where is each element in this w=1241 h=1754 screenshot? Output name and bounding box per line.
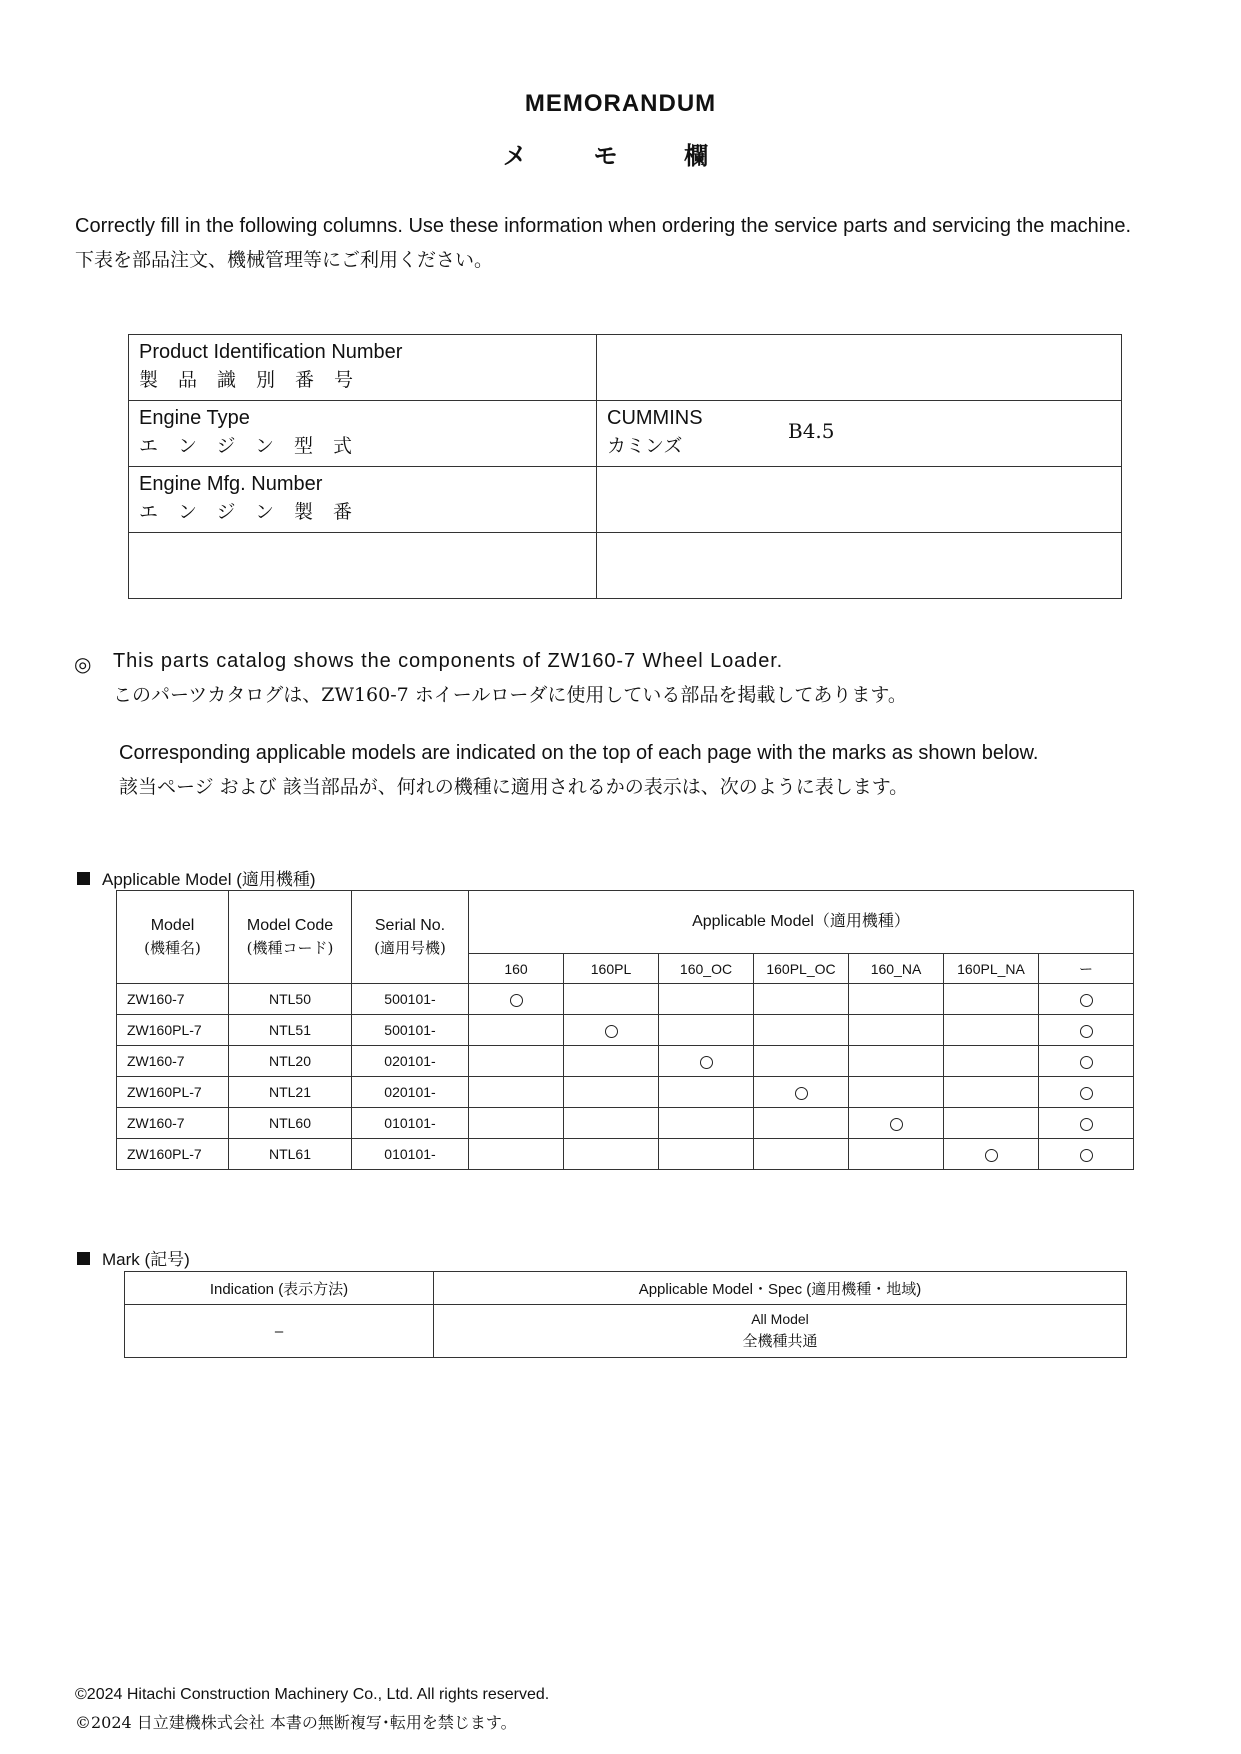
column-header: 160 [469,954,564,984]
applicable-circle-icon [985,1149,998,1162]
footer-copyright-jp: ©2024 日立建機株式会社 本書の無断複写･転用を禁じます。 [75,1713,517,1732]
serial-cell: 020101- [352,1077,469,1108]
memo-row [129,467,1122,533]
memo-label-cell [129,467,597,533]
mark-cell [659,1046,754,1077]
memo-row [129,401,1122,467]
model-code-cell: NTL60 [229,1108,352,1139]
memo-row [129,533,1122,599]
table-row [117,1015,1134,1046]
table-row [117,984,1134,1015]
footer-copyright-en: ©2024 Hitachi Construction Machinery Co., Ltd. All rights reserved. [75,1686,550,1703]
applicable-model-heading-text: Applicable Model (適用機種) [102,870,316,889]
memo-table [128,334,1122,599]
serial-cell: 010101- [352,1139,469,1170]
memo-label-jp: エンジン型式 [139,435,373,457]
serial-header-jp: (適用号機) [374,939,446,957]
applicable-model-header: Applicable Model（適用機種） [469,891,1134,954]
mark-cell [754,1046,849,1077]
memo-value-cell[interactable] [597,533,1122,599]
mark-cell [564,1046,659,1077]
mark-cell [564,984,659,1015]
table-header-row [125,1272,1127,1305]
square-bullet-icon [77,872,90,885]
memo-label-cell [129,533,597,599]
mark-cell [1039,1046,1134,1077]
applicable-circle-icon [890,1118,903,1131]
mark-cell [1039,1015,1134,1046]
spec-value [434,1305,1127,1358]
model-cell: ZW160PL-7 [117,1077,229,1108]
applicable-circle-icon [700,1056,713,1069]
mark-cell [1039,1139,1134,1170]
intro-text-en: Correctly fill in the following columns. Use these information when ordering the service parts and servicing the machine. [75,215,1132,237]
mark-cell [564,1139,659,1170]
model-code-header-jp: (機種コード) [246,939,334,957]
applicable-circle-icon [605,1025,618,1038]
applicable-circle-icon [1080,1149,1093,1162]
column-header: 160_NA [849,954,944,984]
mark-cell [469,1015,564,1046]
mark-heading-text: Mark (記号) [102,1250,190,1269]
memo-label-en: Engine Type [139,407,250,429]
spec-value-en: All Model [751,1311,809,1327]
page-title: MEMORANDUM [524,90,717,117]
mark-cell [1039,1077,1134,1108]
model-code-cell: NTL61 [229,1139,352,1170]
memo-label-en: Product Identification Number [139,341,403,363]
correspondence-text-jp: 該当ページ および 該当部品が、何れの機種に適用されるかの表示は、次のように表します。 [119,776,909,798]
table-row [117,1046,1134,1077]
mark-table [124,1271,1127,1358]
correspondence-text-en: Corresponding applicable models are indicated on the top of each page with the marks as shown below. [119,742,1039,764]
bullseye-icon: ◎ [74,652,92,676]
mark-cell [564,1015,659,1046]
column-header: 160PL_NA [944,954,1039,984]
mark-cell [659,1108,754,1139]
table-row [117,1108,1134,1139]
column-header: 160_OC [659,954,754,984]
mark-cell [944,1077,1039,1108]
mark-cell [944,1015,1039,1046]
memo-value-jp: カミンズ [607,435,683,457]
applicable-circle-icon [1080,1025,1093,1038]
model-header-en: Model [150,917,195,934]
mark-cell [754,984,849,1015]
mark-cell [944,1046,1039,1077]
model-code-header [229,891,352,984]
column-header: 160PL [564,954,659,984]
serial-cell: 020101- [352,1046,469,1077]
table-row [125,1305,1127,1358]
mark-cell [754,1108,849,1139]
model-code-header-en: Model Code [246,917,334,934]
table-header-row [117,891,1134,954]
model-code-cell: NTL50 [229,984,352,1015]
table-row [117,1139,1134,1170]
mark-cell [944,1108,1039,1139]
spec-header: Applicable Model・Spec (適用機種・地域) [434,1272,1127,1305]
mark-cell [754,1015,849,1046]
memo-row [129,335,1122,401]
applicable-model-table [116,890,1134,1170]
mark-cell [469,984,564,1015]
square-bullet-icon [77,1252,90,1265]
mark-cell [1039,1108,1134,1139]
applicable-circle-icon [510,994,523,1007]
mark-cell [849,1108,944,1139]
model-code-cell: NTL20 [229,1046,352,1077]
serial-cell: 500101- [352,1015,469,1046]
mark-cell [849,1139,944,1170]
serial-header [352,891,469,984]
engine-model-value: B4.5 [788,419,835,443]
model-code-cell: NTL51 [229,1015,352,1046]
mark-cell [469,1139,564,1170]
mark-cell [754,1077,849,1108]
applicable-circle-icon [1080,994,1093,1007]
column-header: 160PL_OC [754,954,849,984]
mark-cell [659,1077,754,1108]
mark-cell [659,984,754,1015]
note-text-jp: このパーツカタログは、ZW160-7 ホイールローダに使用している部品を掲載してあります。 [113,684,907,706]
mark-cell [944,984,1039,1015]
model-cell: ZW160-7 [117,1046,229,1077]
memo-label-jp: エンジン製番 [139,501,373,523]
mark-cell [1039,984,1134,1015]
applicable-circle-icon [1080,1056,1093,1069]
memo-value-cell[interactable] [597,467,1122,533]
model-header [117,891,229,984]
mark-cell [659,1015,754,1046]
mark-heading [77,1245,190,1270]
mark-cell [469,1046,564,1077]
indication-header: Indication (表示方法) [125,1272,434,1305]
mark-cell [849,984,944,1015]
applicable-model-heading [77,865,316,890]
column-header: ー [1039,954,1134,984]
mark-cell [469,1108,564,1139]
memo-label-cell [129,401,597,467]
memo-label-en: Engine Mfg. Number [139,473,323,495]
model-header-jp: (機種名) [144,939,201,957]
spec-value-jp: 全機種共通 [742,1333,818,1350]
memo-value-cell[interactable] [597,401,1122,467]
model-cell: ZW160PL-7 [117,1015,229,1046]
memo-label-cell [129,335,597,401]
serial-header-en: Serial No. [374,917,446,934]
memo-label-jp: 製品識別番号 [139,369,374,391]
intro-text-jp: 下表を部品注文、機械管理等にご利用ください。 [75,249,494,271]
indication-value: – [125,1305,434,1358]
model-cell: ZW160-7 [117,1108,229,1139]
mark-cell [564,1077,659,1108]
mark-cell [849,1046,944,1077]
applicable-circle-icon [1080,1087,1093,1100]
mark-cell [469,1077,564,1108]
page-title-jp: メ モ 欄 [502,143,739,170]
mark-cell [944,1139,1039,1170]
mark-cell [564,1108,659,1139]
model-cell: ZW160-7 [117,984,229,1015]
applicable-circle-icon [1080,1118,1093,1131]
table-row [117,1077,1134,1108]
model-code-cell: NTL21 [229,1077,352,1108]
serial-cell: 010101- [352,1108,469,1139]
serial-cell: 500101- [352,984,469,1015]
mark-cell [659,1139,754,1170]
memo-value-cell[interactable] [597,335,1122,401]
model-cell: ZW160PL-7 [117,1139,229,1170]
note-text-en: This parts catalog shows the components of ZW160-7 Wheel Loader. [113,650,784,672]
mark-cell [849,1015,944,1046]
mark-cell [754,1139,849,1170]
applicable-circle-icon [795,1087,808,1100]
mark-cell [849,1077,944,1108]
memo-value-en: CUMMINS [607,407,703,429]
